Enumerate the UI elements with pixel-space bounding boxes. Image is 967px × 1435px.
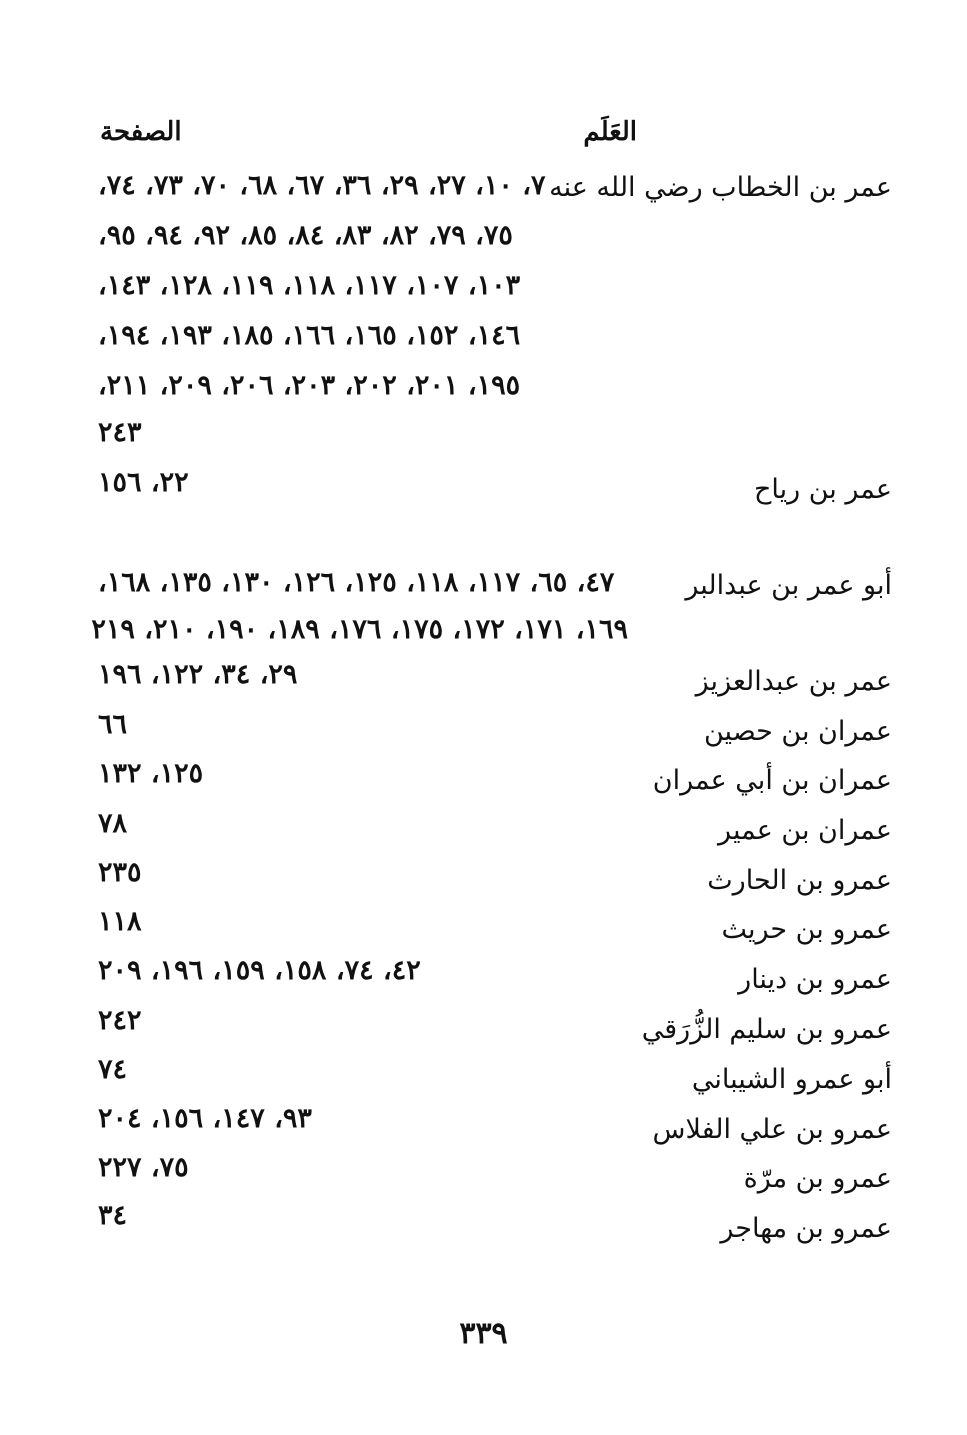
index-entry-name: عمرو بن مهاجر [720, 1213, 892, 1244]
index-entry-pages: ١٦٩، ١٧١، ١٧٢، ١٧٥، ١٧٦، ١٨٩، ١٩٠، ٢١٠، ٢١٩ [91, 614, 628, 645]
index-entry-pages: ٣٤ [98, 1200, 128, 1231]
index-entry-pages: ١٢٥، ١٣٢ [98, 758, 204, 789]
index-entry-name: عمرو بن مرّة [743, 1163, 892, 1194]
index-entry-pages: ٧٥، ٧٩، ٨٢، ٨٣، ٨٤، ٨٥، ٩٢، ٩٤، ٩٥، [98, 220, 513, 251]
index-entry-pages: ١٤٦، ١٥٢، ١٦٥، ١٦٦، ١٨٥، ١٩٣، ١٩٤، [98, 320, 521, 351]
index-entry-name: أبو عمرو الشيباني [691, 1064, 892, 1095]
index-entry-pages: ٢٣٥ [98, 857, 142, 888]
index-entry-name: عمران بن حصين [704, 716, 892, 747]
index-entry-name: عمرو بن دينار [738, 964, 892, 995]
index-entry-pages: ٧، ١٠، ٢٧، ٢٩، ٣٦، ٦٧، ٦٨، ٧٠، ٧٣، ٧٤، [98, 170, 546, 201]
index-entry-pages: ١٩٥، ٢٠١، ٢٠٢، ٢٠٣، ٢٠٦، ٢٠٩، ٢١١، [98, 370, 521, 401]
index-entry-name: عمرو بن علي الفلاس [652, 1114, 892, 1145]
index-entry-pages: ٧٥، ٢٢٧ [98, 1152, 189, 1183]
index-entry-name: أبو عمر بن عبدالبر [685, 570, 892, 601]
column-header-name: العَلَم [583, 117, 637, 147]
index-entry-pages: ٢٢، ١٥٦ [98, 467, 189, 498]
index-entry-name: عمران بن عمير [718, 815, 892, 846]
index-entry-pages: ١٠٣، ١٠٧، ١١٧، ١١٨، ١١٩، ١٢٨، ١٤٣، [98, 270, 521, 301]
index-entry-pages: ٢٤٣ [98, 417, 142, 448]
index-entry-name: عمرو بن حريث [721, 914, 892, 945]
index-entry-name: عمرو بن الحارث [707, 865, 892, 896]
column-header-page: الصفحة [100, 117, 182, 147]
index-entry-name: عمرو بن سليم الزُّرَقي [641, 1014, 892, 1045]
index-entry-pages: ٢٩، ٣٤، ١٢٢، ١٩٦ [98, 659, 298, 690]
index-entry-name: عمران بن أبي عمران [652, 765, 892, 796]
index-entry-pages: ٧٨ [98, 808, 128, 839]
index-entry-name: عمر بن عبدالعزيز [695, 666, 892, 697]
page-number: ٣٣٩ [459, 1316, 508, 1351]
index-entry-pages: ٤٢، ٧٤، ١٥٨، ١٥٩، ١٩٦، ٢٠٩ [98, 955, 421, 986]
index-entry-pages: ٧٤ [98, 1054, 128, 1085]
index-entry-name: عمر بن الخطاب رضي الله عنه [549, 172, 892, 203]
index-entry-pages: ١١٨ [98, 906, 142, 937]
index-entry-name: عمر بن رياح [753, 474, 892, 505]
index-entry-pages: ٢٤٢ [98, 1005, 142, 1036]
index-entry-pages: ٦٦ [98, 709, 128, 740]
index-entry-pages: ٤٧، ٦٥، ١١٧، ١١٨، ١٢٥، ١٢٦، ١٣٠، ١٣٥، ١٦٨، [98, 567, 615, 598]
index-entry-pages: ٩٣، ١٤٧، ١٥٦، ٢٠٤ [98, 1103, 312, 1134]
